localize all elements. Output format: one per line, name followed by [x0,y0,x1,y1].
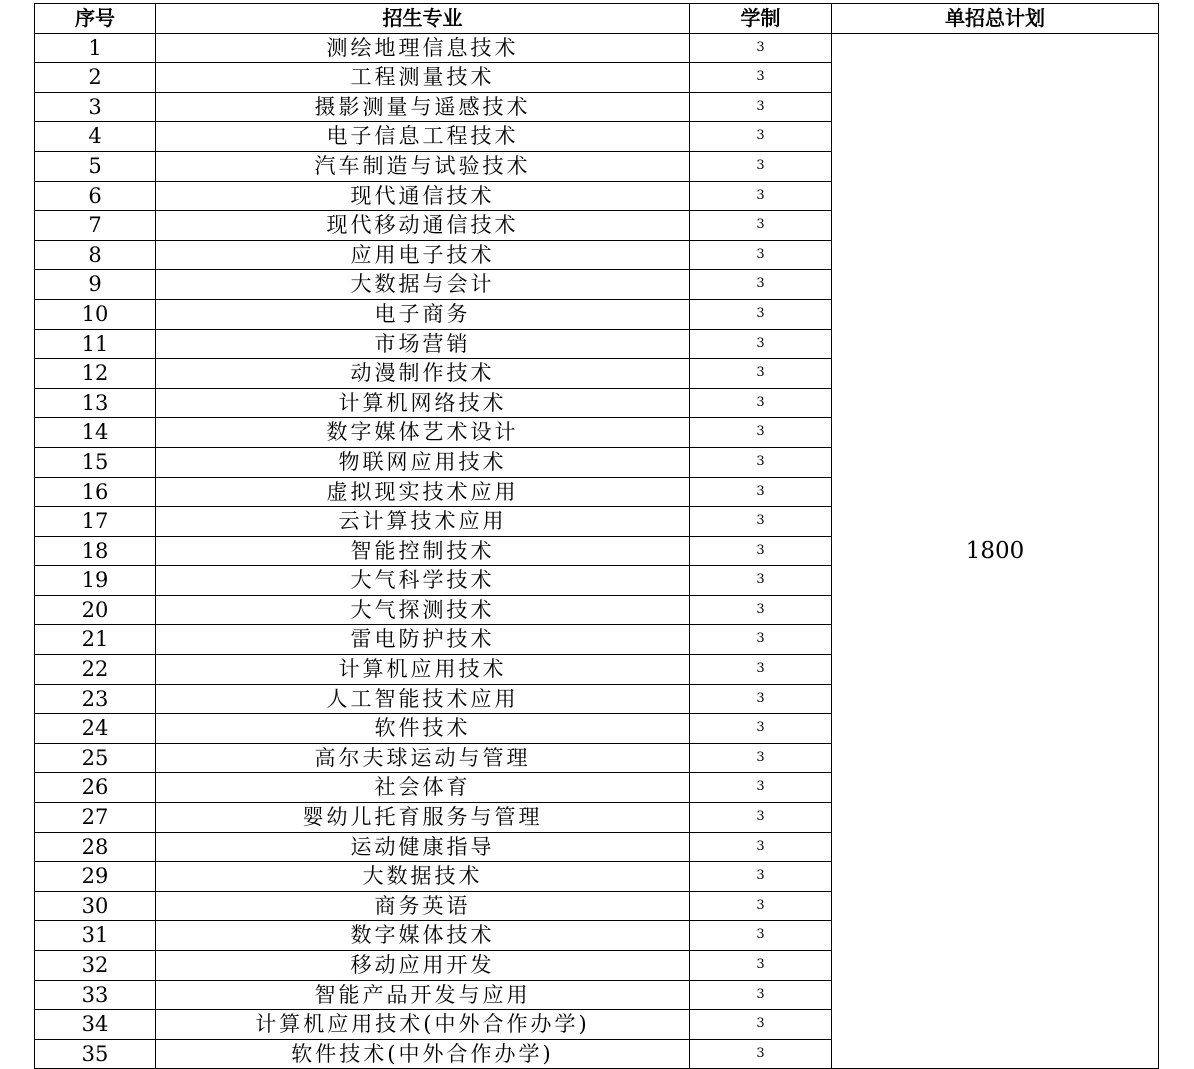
row-years: 3 [690,270,832,300]
row-major: 高尔夫球运动与管理 [156,743,690,773]
row-major: 电子商务 [156,299,690,329]
row-index: 16 [35,477,156,507]
row-years: 3 [690,655,832,685]
row-index: 29 [35,862,156,892]
row-years: 3 [690,1039,832,1069]
row-years: 3 [690,921,832,951]
row-index: 27 [35,803,156,833]
row-major: 智能产品开发与应用 [156,980,690,1010]
row-index: 6 [35,181,156,211]
row-major: 计算机网络技术 [156,388,690,418]
row-index: 4 [35,122,156,152]
row-index: 14 [35,418,156,448]
row-index: 15 [35,447,156,477]
row-years: 3 [690,151,832,181]
enrollment-plan-table [34,3,1159,1069]
row-years: 3 [690,299,832,329]
row-major: 软件技术(中外合作办学) [156,1039,690,1069]
row-index: 18 [35,536,156,566]
row-major: 现代移动通信技术 [156,211,690,241]
row-index: 23 [35,684,156,714]
row-years: 3 [690,832,832,862]
row-index: 13 [35,388,156,418]
row-major: 摄影测量与遥感技术 [156,92,690,122]
row-index: 25 [35,743,156,773]
row-major: 大数据技术 [156,862,690,892]
row-major: 应用电子技术 [156,240,690,270]
row-major: 大数据与会计 [156,270,690,300]
row-index: 5 [35,151,156,181]
row-major: 移动应用开发 [156,951,690,981]
row-years: 3 [690,1010,832,1040]
row-years: 3 [690,951,832,981]
row-major: 数字媒体技术 [156,921,690,951]
row-index: 21 [35,625,156,655]
row-years: 3 [690,803,832,833]
row-major: 社会体育 [156,773,690,803]
row-years: 3 [690,418,832,448]
header-major: 招生专业 [156,4,690,34]
row-index: 12 [35,359,156,389]
row-years: 3 [690,63,832,93]
row-major: 测绘地理信息技术 [156,33,690,63]
row-major: 婴幼儿托育服务与管理 [156,803,690,833]
row-index: 2 [35,63,156,93]
header-row [35,4,1159,34]
row-years: 3 [690,240,832,270]
row-index: 30 [35,891,156,921]
row-index: 9 [35,270,156,300]
row-years: 3 [690,536,832,566]
row-major: 物联网应用技术 [156,447,690,477]
row-years: 3 [690,359,832,389]
row-years: 3 [690,388,832,418]
row-years: 3 [690,329,832,359]
row-major: 云计算技术应用 [156,507,690,537]
row-years: 3 [690,211,832,241]
row-index: 31 [35,921,156,951]
row-major: 现代通信技术 [156,181,690,211]
row-major: 雷电防护技术 [156,625,690,655]
row-index: 33 [35,980,156,1010]
row-years: 3 [690,743,832,773]
row-index: 20 [35,595,156,625]
row-index: 8 [35,240,156,270]
row-index: 35 [35,1039,156,1069]
header-total: 单招总计划 [832,4,1159,34]
row-years: 3 [690,980,832,1010]
row-major: 大气科学技术 [156,566,690,596]
row-major: 工程测量技术 [156,63,690,93]
row-years: 3 [690,714,832,744]
row-major: 人工智能技术应用 [156,684,690,714]
row-index: 24 [35,714,156,744]
row-index: 19 [35,566,156,596]
row-years: 3 [690,477,832,507]
row-index: 3 [35,92,156,122]
row-index: 26 [35,773,156,803]
row-years: 3 [690,92,832,122]
row-major: 市场营销 [156,329,690,359]
header-index: 序号 [35,4,156,34]
table-body [35,33,1159,1069]
row-index: 28 [35,832,156,862]
row-major: 智能控制技术 [156,536,690,566]
row-index: 10 [35,299,156,329]
row-years: 3 [690,447,832,477]
row-major: 计算机应用技术 [156,655,690,685]
row-major: 虚拟现实技术应用 [156,477,690,507]
row-years: 3 [690,773,832,803]
row-years: 3 [690,181,832,211]
row-index: 22 [35,655,156,685]
row-years: 3 [690,507,832,537]
table-row [35,33,1159,63]
row-years: 3 [690,862,832,892]
total-plan-cell: 1800 [832,33,1159,1069]
row-years: 3 [690,625,832,655]
row-index: 7 [35,211,156,241]
row-index: 34 [35,1010,156,1040]
row-years: 3 [690,595,832,625]
row-years: 3 [690,566,832,596]
row-index: 17 [35,507,156,537]
row-index: 1 [35,33,156,63]
row-years: 3 [690,122,832,152]
row-major: 电子信息工程技术 [156,122,690,152]
row-major: 商务英语 [156,891,690,921]
row-major: 大气探测技术 [156,595,690,625]
row-major: 运动健康指导 [156,832,690,862]
header-years: 学制 [690,4,832,34]
row-index: 11 [35,329,156,359]
row-major: 计算机应用技术(中外合作办学) [156,1010,690,1040]
row-index: 32 [35,951,156,981]
row-years: 3 [690,891,832,921]
row-years: 3 [690,684,832,714]
row-major: 软件技术 [156,714,690,744]
row-years: 3 [690,33,832,63]
row-major: 数字媒体艺术设计 [156,418,690,448]
row-major: 汽车制造与试验技术 [156,151,690,181]
row-major: 动漫制作技术 [156,359,690,389]
